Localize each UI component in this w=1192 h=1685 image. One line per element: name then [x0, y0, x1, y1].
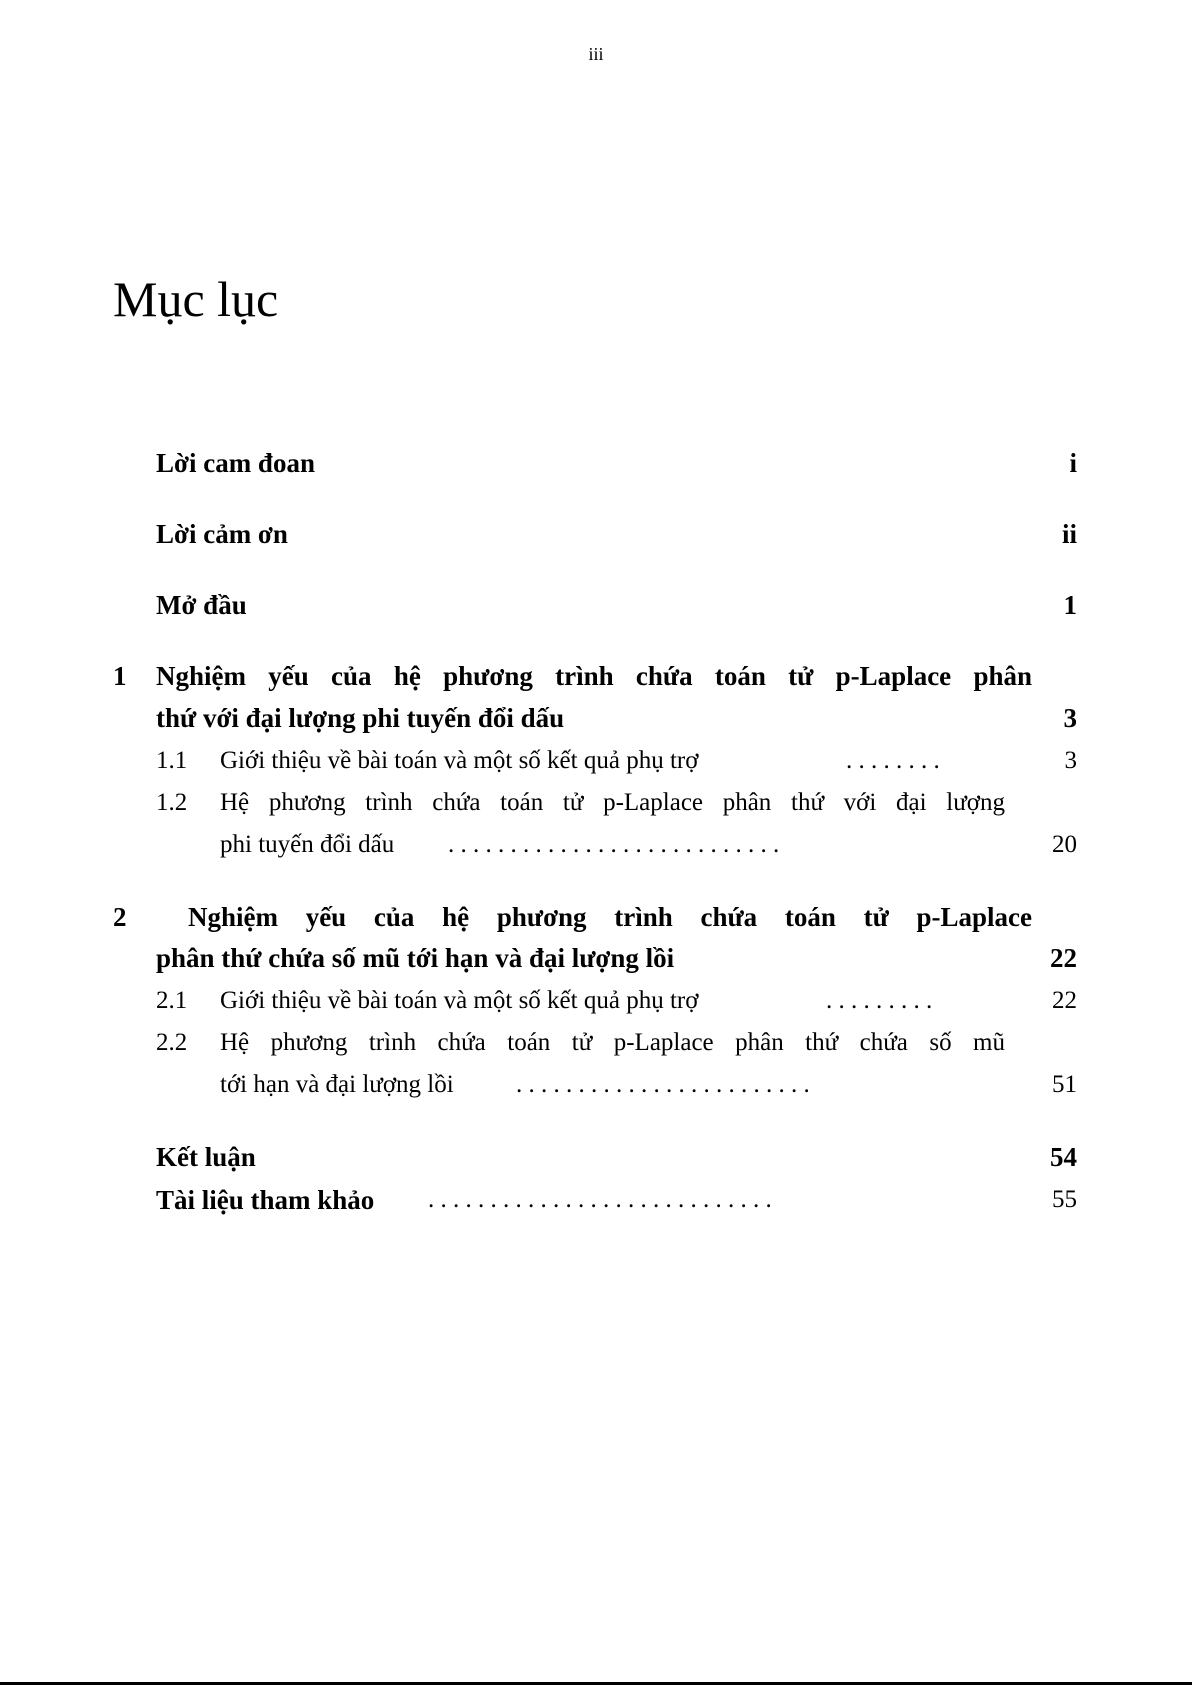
chapter-title: Nghiệm yếu của hệ phương trình chứa toán tử p-Laplace phân — [156, 661, 1032, 691]
section-title: Giới thiệu về bài toán và một số kết quả phụ trợ — [220, 747, 699, 774]
toc-entry-page: 1 — [1063, 590, 1077, 620]
toc-entry-page: 22 — [1050, 943, 1077, 973]
toc-entry-page: 54 — [1050, 1142, 1077, 1172]
toc-entry-label: Tài liệu tham khảo — [156, 1185, 375, 1215]
toc-chapter-1-line2[interactable] — [0, 701, 1192, 735]
leader-dots: . . . . . . . . . — [826, 987, 933, 1014]
leader-dots: . . . . . . . . . . . . . . . . . . . . . . . . . . . — [448, 831, 780, 858]
section-title: Hệ phương trình chứa toán tử p-Laplace phân thứ chứa số mũ — [220, 1029, 1005, 1056]
toc-section-2-1[interactable] — [0, 984, 1192, 1018]
toc-entry-page: 20 — [1052, 831, 1077, 858]
leader-dots: . . . . . . . . — [846, 747, 940, 774]
toc-entry-conclusion[interactable] — [0, 1140, 1192, 1174]
section-number: 2.1 — [156, 987, 188, 1014]
toc-entry-page: 55 — [1052, 1186, 1077, 1213]
section-title: Giới thiệu về bài toán và một số kết quả phụ trợ — [220, 987, 699, 1014]
section-title-continued: phi tuyến đổi dấu — [220, 831, 395, 858]
page-number: iii — [588, 44, 604, 64]
toc-entry-label: Lời cảm ơn — [156, 519, 288, 549]
toc-chapter-2-line2[interactable] — [0, 941, 1192, 975]
toc-section-1-1[interactable] — [0, 744, 1192, 778]
chapter-number: 1 — [113, 661, 127, 691]
section-title-continued: tới hạn và đại lượng lồi — [220, 1071, 454, 1098]
toc-entry-page: 3 — [1063, 703, 1077, 733]
toc-entry-label: Lời cam đoan — [156, 448, 315, 478]
toc-chapter-2-line1[interactable] — [0, 900, 1192, 934]
section-number: 1.2 — [156, 789, 188, 816]
chapter-title-continued: thứ với đại lượng phi tuyến đổi dấu — [156, 703, 565, 733]
chapter-title: Nghiệm yếu của hệ phương trình chứa toán tử p-Laplace — [188, 902, 1032, 932]
toc-chapter-1-line1[interactable] — [0, 659, 1192, 693]
toc-entry-declaration[interactable] — [0, 446, 1192, 480]
leader-dots: . . . . . . . . . . . . . . . . . . . . . . . . . . . . — [428, 1186, 772, 1213]
toc-entry-page: 22 — [1052, 987, 1077, 1014]
chapter-title-continued: phân thứ chứa số mũ tới hạn và đại lượng lồi — [156, 943, 675, 973]
page-title: Mục lục — [113, 271, 279, 327]
section-title: Hệ phương trình chứa toán tử p-Laplace phân thứ với đại lượng — [220, 789, 1005, 816]
toc-entry-page: 3 — [1064, 747, 1077, 774]
toc-section-2-2-line1[interactable] — [0, 1026, 1192, 1060]
section-number: 1.1 — [156, 747, 188, 774]
toc-section-2-2-line2[interactable] — [0, 1068, 1192, 1102]
toc-section-1-2-line2[interactable] — [0, 828, 1192, 862]
leader-dots: . . . . . . . . . . . . . . . . . . . . . . . . — [516, 1071, 810, 1098]
chapter-number: 2 — [113, 902, 127, 932]
toc-entry-introduction[interactable] — [0, 588, 1192, 622]
toc-entry-page: i — [1069, 448, 1077, 478]
toc-entry-page: 51 — [1052, 1071, 1077, 1098]
toc-entry-references[interactable] — [0, 1183, 1192, 1217]
toc-section-1-2-line1[interactable] — [0, 786, 1192, 820]
section-number: 2.2 — [156, 1029, 188, 1056]
toc-entry-page: ii — [1061, 519, 1077, 549]
toc-entry-label: Kết luận — [156, 1142, 256, 1172]
toc-entry-acknowledgements[interactable] — [0, 517, 1192, 551]
toc-entry-label: Mở đầu — [156, 590, 247, 620]
